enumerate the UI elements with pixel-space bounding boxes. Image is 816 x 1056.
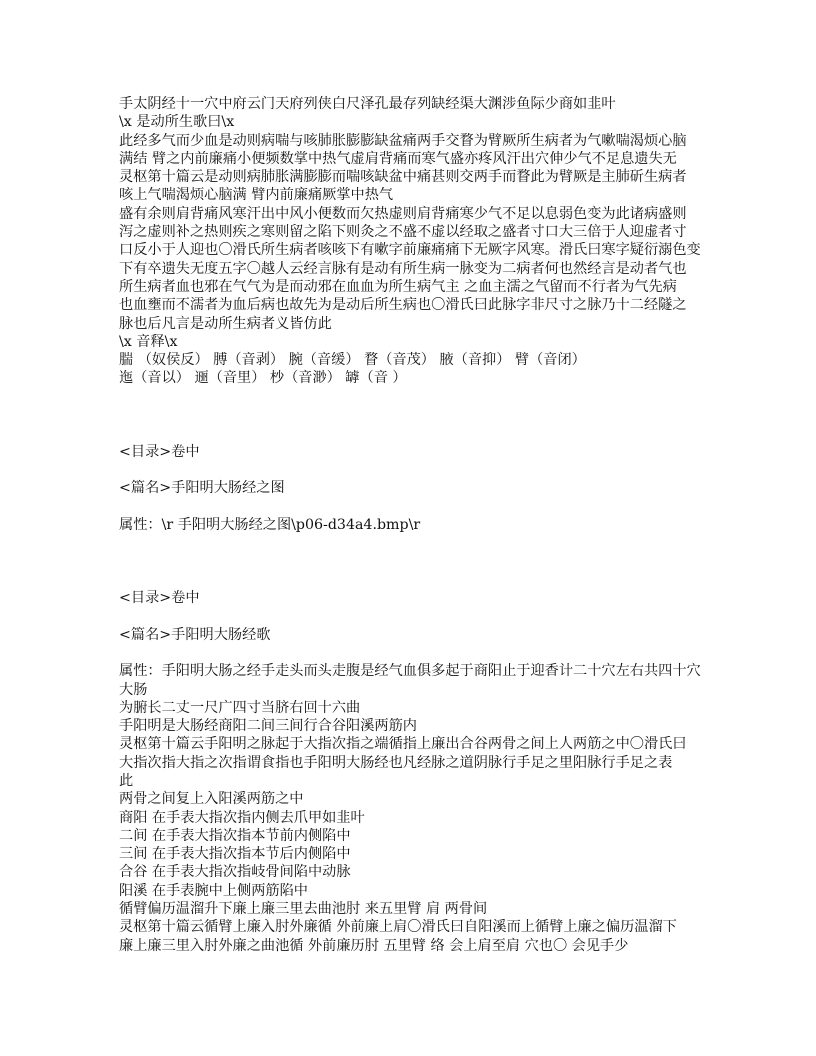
text-line: <篇名>手阳明大肠经歌 bbox=[119, 626, 271, 643]
text-line: 迤（音以） 逦（音里） 杪（音渺） 罅（音 ） bbox=[119, 370, 407, 387]
text-line: 灵枢第十篇云是动则病肺胀满膨膨而喘咳缺盆中痛甚则交两手而瞀此为臂厥是主肺斫生病者 bbox=[119, 169, 687, 186]
text-line: 腨 （奴侯反） 膊（音剥） 腕（音缓） 瞀（音茂） 腋（音抑） 臂（音闭） bbox=[119, 352, 586, 369]
text-line: 咳上气喘渴烦心脑满 臂内前廉痛厥掌中热气 bbox=[119, 187, 394, 204]
text-line: 灵枢第十篇云手阳明之脉起于大指次指之端循指上廉出合谷两骨之间上人两筋之中〇滑氏曰 bbox=[119, 736, 687, 753]
blank-line bbox=[119, 552, 719, 570]
text-line: 所生病者血也邪在气气为是而动邪在血血为所生病气主 之血主濡之气留而不行者为气先病 bbox=[119, 278, 677, 295]
blank-line bbox=[119, 571, 719, 589]
text-line: 满结 臂之内前廉痛小便频数掌中热气虚肩背痛而寒气盛亦疼风汗出穴伸少气不足息遗失无 bbox=[119, 150, 677, 167]
blank-line bbox=[119, 388, 719, 406]
text-line: <目录>卷中 bbox=[119, 590, 200, 607]
text-line: \x 音释\x bbox=[119, 333, 178, 350]
blank-line bbox=[119, 534, 719, 552]
blank-line bbox=[119, 461, 719, 479]
blank-line bbox=[119, 406, 719, 424]
text-line: 两骨之间复上入阳溪两筋之中 bbox=[119, 791, 304, 808]
text-line: 二间 在手表大指次指本节前内侧陷中 bbox=[119, 827, 351, 844]
text-line: 脉也后凡言是动所生病者义皆仿此 bbox=[119, 315, 332, 332]
text-line: 手阳明是大肠经商阳二间三间行合谷阳溪两筋内 bbox=[119, 718, 417, 735]
text-line: 也血壅而不濡者为血后病也故先为是动后所生病也〇滑氏曰此脉字非尺寸之脉乃十二经隧之 bbox=[119, 297, 687, 314]
text-line: 阳溪 在手表腕中上侧两筋陷中 bbox=[119, 882, 308, 899]
text-line: 此经多气而少血是动则病喘与咳肺胀膨膨缺盆痛两手交瞀为臂厥所生病者为气嗽喘渴烦心脑 bbox=[119, 132, 687, 149]
blank-line bbox=[119, 424, 719, 442]
text-line: 大指次指大指之次指谓食指也手阳明大肠经也凡经脉之道阴脉行手足之里阳脉行手足之表 bbox=[119, 754, 673, 771]
text-line: 三间 在手表大指次指本节后内侧陷中 bbox=[119, 846, 351, 863]
text-line: 属性：\r 手阳明大肠经之图\p06-d34a4.bmp\r bbox=[119, 516, 421, 533]
text-line: 循臂偏历温溜升下廉上廉三里去曲池肘 来五里臂 肩 两骨间 bbox=[119, 901, 488, 918]
blank-line bbox=[119, 498, 719, 516]
text-line: 盛有余则肩背痛风寒汗出中风小便数而欠热虚则肩背痛寒少气不足以息弱色变为此诸病盛则 bbox=[119, 205, 687, 222]
blank-line bbox=[119, 607, 719, 625]
text-line: 手太阴经十一穴中府云门天府列侠白尺泽孔最存列缺经渠大渊涉鱼际少商如韭叶 bbox=[119, 96, 616, 112]
text-line: 大肠 bbox=[119, 681, 148, 698]
text-line: 灵枢第十篇云循臂上廉入肘外廉循 外前廉上肩〇滑氏曰自阳溪而上循臂上廉之偏历温溜下 bbox=[119, 919, 677, 936]
text-line: 商阳 在手表大指次指内侧去爪甲如韭叶 bbox=[119, 809, 365, 826]
text-line: \x 是动所生歌曰\x bbox=[119, 114, 235, 131]
text-line: <目录>卷中 bbox=[119, 443, 200, 460]
text-line: 合谷 在手表大指次指岐骨间陷中动脉 bbox=[119, 864, 351, 881]
document-page bbox=[119, 95, 719, 955]
text-line: 属性：手阳明大肠之经手走头而头走腹是经气血俱多起于商阳止于迎香计二十穴左右共四十穴 bbox=[119, 663, 701, 680]
blank-line bbox=[119, 644, 719, 662]
text-line: 口反小于人迎也〇滑氏所生病者咳咳下有嗽字前廉痛痛下无厥字风寒。滑氏曰寒字疑衍溺色变 bbox=[119, 242, 701, 259]
text-line: 下有卒遗失无度五字〇越人云经言脉有是动有所生病一脉变为二病者何也然经言是动者气也 bbox=[119, 260, 687, 277]
text-line: 泻之虚则补之热则疾之寒则留之陷下则灸之不盛不虚以经取之盛者寸口大三倍于人迎虚者寸 bbox=[119, 224, 687, 241]
text-line: 为腑长二丈一尺广四寸当脐右回十六曲 bbox=[119, 699, 361, 716]
text-line: 此 bbox=[119, 772, 134, 789]
text-line: <篇名>手阳明大肠经之图 bbox=[119, 480, 285, 497]
text-line: 廉上廉三里入肘外廉之曲池循 外前廉历肘 五里臂 络 会上肩至肩 穴也〇 会见手少 bbox=[119, 937, 629, 954]
